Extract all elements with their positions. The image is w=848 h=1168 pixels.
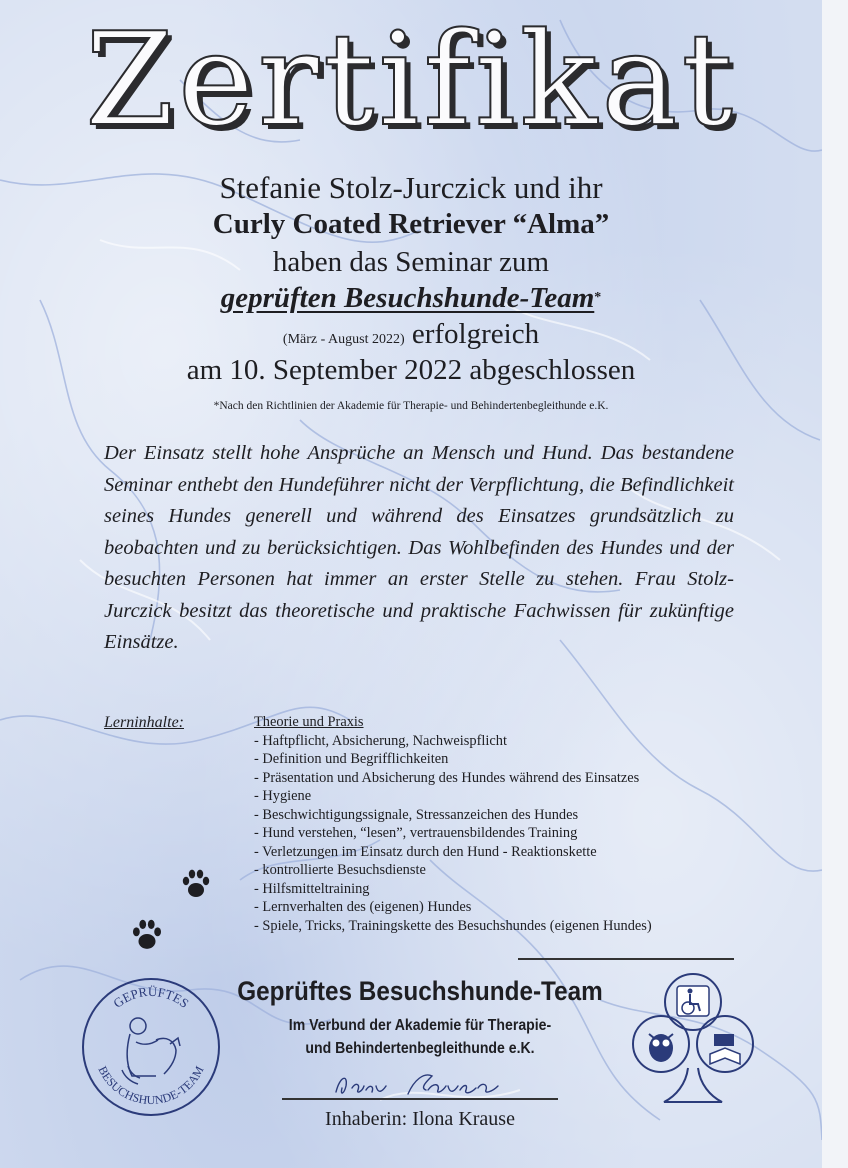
period-line [0, 318, 822, 351]
svg-text:BESUCHSHUNDE-TEAM [95, 1063, 206, 1107]
paw-icon [180, 868, 212, 900]
list-item: - Haftpflicht, Absicherung, Nachweispflicht [254, 732, 507, 749]
list-item: - Definition und Begrifflichkeiten [254, 751, 449, 767]
lerninhalte-list [254, 713, 652, 935]
list-item: - Lernverhalten des (eigenen) Hundes [254, 899, 472, 915]
completion-line: am 10. September 2022 abgeschlossen [186, 354, 636, 386]
divider [518, 958, 734, 960]
signature-line [282, 1098, 558, 1100]
seal-top-text: GEPRÜFTES [110, 983, 192, 1011]
list-item: - Präsentation und Absicherung des Hundes während des Einsatzes [254, 769, 640, 786]
recipient-line: Stefanie Stolz-Jurczick und ihr [219, 170, 603, 205]
success-word: erfolgreich [411, 318, 540, 350]
paw-icon [130, 918, 164, 952]
academy-logo [628, 968, 758, 1108]
certificate-title: Zertifikat [85, 6, 737, 155]
list-item: - kontrollierte Besuchsdienste [254, 862, 426, 878]
footer-subtitle-1: Im Verbund der Akademie für Therapie- [288, 1017, 552, 1034]
seminar-name-line [0, 282, 822, 315]
footer-title: Geprüftes Besuchshunde-Team [237, 976, 603, 1006]
footer-subtitle-2: und Behindertenbegleithunde e.K. [305, 1040, 535, 1057]
list-item: - Hund verstehen, “lesen”, vertrauensbildendes Training [254, 825, 578, 841]
period: (März - August 2022) [282, 332, 405, 347]
seminar-line: haben das Seminar zum [272, 246, 550, 278]
list-item: - Hygiene [254, 788, 312, 804]
lerninhalte-label: Lerninhalte: [104, 714, 184, 731]
list-item: - Beschwichtigungssignale, Stressanzeichen des Hundes [254, 806, 579, 823]
dog-line: Curly Coated Retriever “Alma” [212, 208, 610, 240]
footnote: *Nach den Richtlinien der Akademie für Therapie- und Behindertenbegleithunde e.K. [213, 400, 609, 412]
asterisk: * [594, 290, 602, 305]
owl-icon [649, 1034, 673, 1062]
lerninhalte-heading: Theorie und Praxis [254, 714, 364, 730]
holder-name: Inhaberin: Ilona Krause [325, 1108, 515, 1130]
seminar-name: geprüften Besuchshunde-Team [220, 282, 595, 314]
list-item: - Verletzungen im Einsatz durch den Hund - Reaktionskette [254, 843, 597, 860]
seal-bottom-text: BESUCHSHUNDE-TEAM [95, 1063, 207, 1108]
list-item: - Hilfsmitteltraining [254, 880, 370, 897]
book-icon [710, 1034, 740, 1064]
scan-margin [822, 0, 848, 1168]
list-item: - Spiele, Tricks, Trainingskette des Besuchshundes (eigenen Hundes) [254, 917, 652, 934]
wheelchair-icon [677, 986, 709, 1016]
description-paragraph: Der Einsatz stellt hohe Ansprüche an Mensch und Hund. Das bestandene Seminar enthebt den Hundeführer nicht der Verpflichtung, die Befindlichkeit seines Hundes generell und während des Einsatzes grundsätzlich zu beobachten und zu berücksichtigen. Das Wohlbefinden des Hundes und der besuchten Personen hat immer an erster Stelle zu stehen. Frau Stolz-Jurczick besitzt das theoretische und praktische Fachwissen für zukünftige Einsätze. [104, 442, 734, 653]
